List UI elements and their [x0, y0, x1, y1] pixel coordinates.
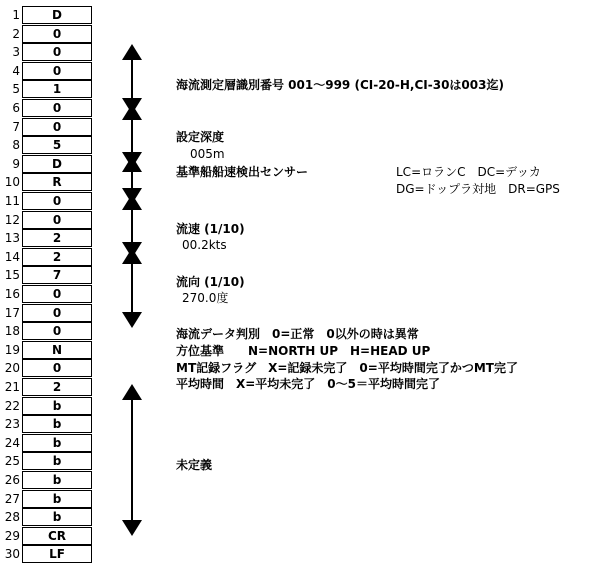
row-number: 23	[4, 417, 20, 432]
sensor-codes-1: LC=ロランC DC=デッカ	[396, 165, 541, 179]
row-number: 13	[4, 231, 20, 246]
row-code-cell: b	[22, 415, 92, 433]
row-code-cell: 0	[22, 25, 92, 43]
row-number: 26	[4, 473, 20, 487]
row-code-cell: 0	[22, 285, 92, 303]
row-number: 3	[12, 45, 20, 60]
row-number: 21	[4, 380, 20, 394]
row-code-cell: 0	[22, 304, 92, 322]
row-code-cell: b	[22, 508, 92, 526]
row-code-cell: LF	[22, 545, 92, 563]
row-number: 4	[12, 63, 20, 78]
row-code-cell: b	[22, 490, 92, 508]
row-number: 2	[12, 26, 20, 41]
row-code-cell: 0	[22, 99, 92, 117]
row-code-cell: 5	[22, 136, 92, 154]
row-number: 27	[4, 491, 20, 506]
direction-value: 270.0度	[182, 291, 229, 305]
row-code-cell: 0	[22, 359, 92, 377]
row-code-cell: b	[22, 452, 92, 470]
sensor-label: 基準船船速検出センサー	[176, 165, 309, 179]
row-code-cell: b	[22, 397, 92, 415]
row-code-cell: 0	[22, 192, 92, 210]
row-code-cell: 0	[22, 62, 92, 80]
layer-id-description: 海流測定層識別番号 001～999 (CI-20-H,CI-30は003迄)	[176, 78, 504, 92]
row-number: 17	[4, 305, 20, 320]
row-code-cell: D	[22, 6, 92, 24]
depth-value: 005m	[190, 147, 225, 161]
row-number: 20	[4, 361, 20, 376]
row-number: 6	[12, 101, 20, 115]
row-number: 16	[4, 287, 20, 301]
row-number: 12	[4, 212, 20, 227]
row-number: 5	[12, 82, 20, 97]
row-number: 10	[4, 175, 20, 190]
direction-label: 流向 (1/10)	[176, 275, 245, 289]
row-code-cell: 0	[22, 43, 92, 61]
row-code-cell: 2	[22, 229, 92, 247]
row-code-cell: N	[22, 341, 92, 359]
row-number: 29	[4, 528, 20, 543]
row-number: 19	[4, 342, 20, 357]
row-code-cell: R	[22, 173, 92, 191]
sensor-codes-2: DG=ドップラ対地 DR=GPS	[396, 182, 560, 196]
row-code-cell: 1	[22, 80, 92, 98]
row-number: 8	[12, 138, 20, 153]
row-code-cell: 0	[22, 118, 92, 136]
row-number: 30	[4, 547, 20, 562]
row-number: 18	[4, 324, 20, 339]
row-number: 25	[4, 454, 20, 469]
depth-label: 設定深度	[176, 130, 225, 144]
mt-flag-description: MT記録フラグ X=記録未完了 0=平均時間完了かつMT完了	[176, 361, 518, 375]
judge-description: 海流データ判別 0=正常 0以外の時は異常	[176, 327, 419, 341]
row-code-cell: 7	[22, 266, 92, 284]
avg-time-description: 平均時間 X=平均未完了 0～5＝平均時間完了	[176, 377, 441, 391]
row-code-cell: 0	[22, 211, 92, 229]
row-number: 1	[12, 8, 20, 22]
row-number: 15	[4, 268, 20, 283]
row-number: 9	[12, 156, 20, 171]
speed-value: 00.2kts	[182, 238, 227, 252]
row-number: 11	[4, 194, 20, 208]
row-number: 28	[4, 510, 20, 525]
row-number: 7	[12, 119, 20, 134]
row-code-cell: D	[22, 155, 92, 173]
row-code-cell: 0	[22, 322, 92, 340]
row-code-cell: 2	[22, 378, 92, 396]
row-code-cell: b	[22, 434, 92, 452]
speed-label: 流速 (1/10)	[176, 222, 245, 236]
row-number: 22	[4, 398, 20, 413]
row-code-cell: b	[22, 471, 92, 489]
row-number: 14	[4, 249, 20, 264]
undefined-description: 未定義	[176, 458, 213, 472]
bearing-description: 方位基準 N=NORTH UP H=HEAD UP	[176, 344, 431, 358]
row-number: 24	[4, 435, 20, 450]
row-code-cell: CR	[22, 527, 92, 545]
row-code-cell: 2	[22, 248, 92, 266]
